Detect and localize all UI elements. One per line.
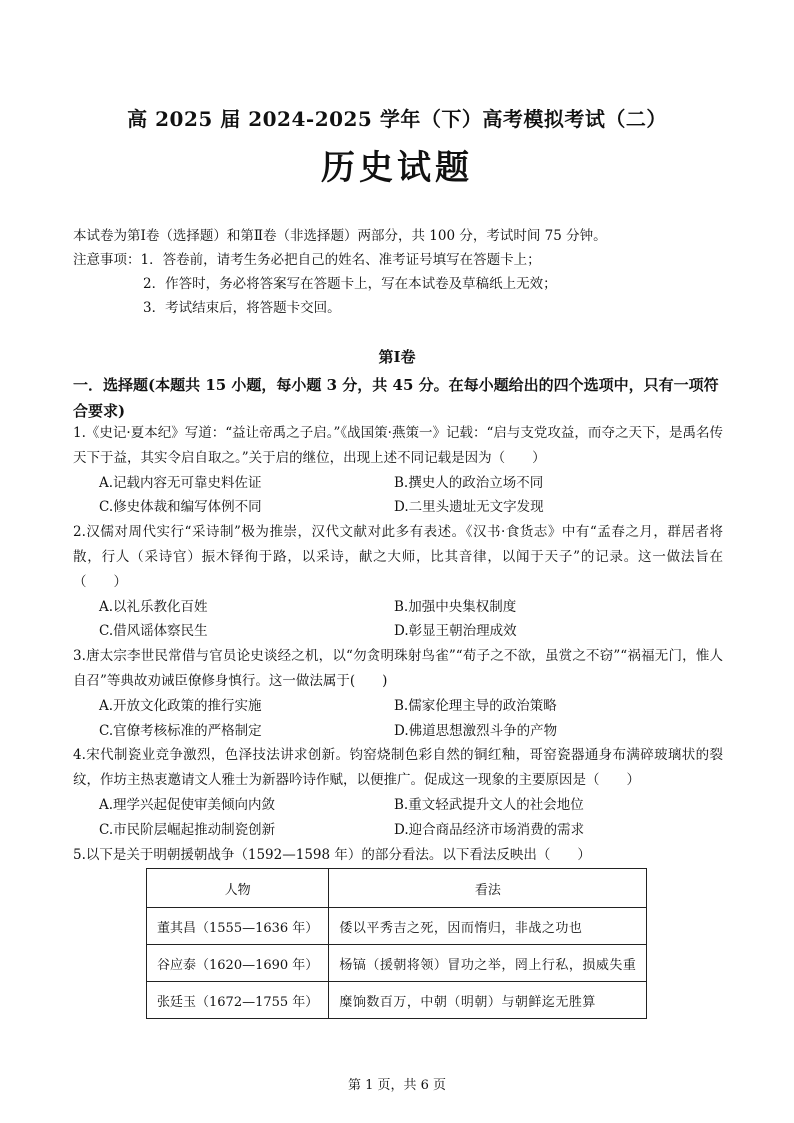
question <box>73 520 723 644</box>
volume-heading: 第Ⅰ卷 <box>378 348 416 366</box>
exam-description: 本试卷为第Ⅰ卷（选择题）和第Ⅱ卷（非选择题）两部分，共 100 分，考试时间 75 分钟。 <box>73 228 607 244</box>
option-c: C.借风谣体察民生 <box>99 623 208 640</box>
table-cell-view: 倭以平秀吉之死，因而惰归，非战之功也 <box>329 908 647 945</box>
option-b: B.儒家伦理主导的政治策略 <box>394 697 557 714</box>
table-cell-person: 谷应泰（1620—1690 年） <box>147 945 329 982</box>
table-row <box>147 945 647 982</box>
question-stem: 2.汉儒对周代实行“采诗制”极为推崇，汉代文献对此多有表述。《汉书·食货志》中有“孟春之月，群居者将散，行人（采诗官）振木铎徇于路，以采诗，献之大师，比其音律，以闻于天子”的记录。这一做法旨在（ ） <box>73 524 723 590</box>
exam-title: 高 2025 届 2024-2025 学年（下）高考模拟考试（二） <box>127 107 667 131</box>
historical-views-table <box>146 868 647 1019</box>
option-d: D.迎合商品经济市场消费的需求 <box>394 821 585 838</box>
table-row <box>147 908 647 945</box>
option-list <box>73 793 723 843</box>
option-c: C.官僚考核标准的严格制定 <box>99 722 262 739</box>
table-cell-view: 杨镐（援朝将领）冒功之举，罔上行私，损威失重 <box>329 945 647 982</box>
page-footer: 第 1 页，共 6 页 <box>347 1078 447 1093</box>
option-a: A.开放文化政策的推行实施 <box>99 697 262 714</box>
option-c: C.修史体裁和编写体例不同 <box>99 499 262 516</box>
option-b: B.重文轻武提升文人的社会地位 <box>394 796 584 813</box>
table-cell-person: 董其昌（1555—1636 年） <box>147 908 329 945</box>
part-heading: 一．选择题(本题共 15 小题，每小题 3 分，共 45 分。在每小题给出的四个选项中，只有一项符合要求) <box>73 376 719 420</box>
table-header-person: 人物 <box>147 869 329 908</box>
note-item-2: 2．作答时，务必将答案写在答题卡上，写在本试卷及草稿纸上无效； <box>143 276 557 292</box>
option-b: B.撰史人的政治立场不同 <box>394 474 544 491</box>
option-d: D.彰显王朝治理成效 <box>394 623 517 640</box>
question <box>73 421 723 520</box>
option-d: D.佛道思想激烈斗争的产物 <box>394 722 558 739</box>
question <box>73 743 723 842</box>
table-row <box>147 982 647 1019</box>
question-stem: 1.《史记·夏本纪》写道：“益让帝禹之子启。”《战国策·燕策一》记载：“启与支党攻益，而夺之天下，是禹名传天下于益，其实令启自取之。”关于启的继位，出现上述不同记载是因为（ ） <box>73 425 723 466</box>
table-cell-person: 张廷玉（1672—1755 年） <box>147 982 329 1019</box>
option-list <box>73 694 723 744</box>
table-header-row <box>147 869 647 908</box>
exam-instructions <box>73 224 733 320</box>
option-list <box>73 595 723 645</box>
option-list <box>73 471 723 521</box>
question <box>73 644 723 743</box>
question-stem: 5.以下是关于明朝援朝战争（1592—1598 年）的部分看法。以下看法反映出（ ） <box>73 846 591 863</box>
option-a: A.以礼乐教化百姓 <box>99 598 208 615</box>
table-header-view: 看法 <box>329 869 647 908</box>
option-a: A.理学兴起促使审美倾向内敛 <box>99 796 276 813</box>
question-stem: 4.宋代制瓷业竞争激烈，色泽技法讲求创新。钧窑烧制色彩自然的铜红釉，哥窑瓷器通身布满碎玻璃状的裂纹，作坊主热衷邀请文人雅士为新器吟诗作赋，以便推广。促成这一现象的主要原因是（ ） <box>73 747 723 789</box>
option-d: D.二里头遗址无文字发现 <box>394 499 544 516</box>
option-b: B.加强中央集权制度 <box>394 598 517 615</box>
subject-title: 历史试题 <box>321 148 473 188</box>
notes-label: 注意事项： <box>73 252 141 268</box>
option-c: C.市民阶层崛起推动制瓷创新 <box>99 821 276 838</box>
question <box>73 843 723 868</box>
note-item-3: 3．考试结束后，将答题卡交回。 <box>143 300 341 316</box>
question-list <box>73 421 723 867</box>
note-item-1: 注意事项：1．答卷前，请考生务必把自己的姓名、准考证号填写在答题卡上； <box>73 252 541 268</box>
question-stem: 3.唐太宗李世民常借与官员论史谈经之机，以“勿贪明珠射鸟雀”“荀子之不欲，虽赏之不窃”“祸福无门，惟人自召”等典故劝诫臣僚修身慎行。这一做法属于( ) <box>73 648 723 689</box>
option-a: A.记载内容无可靠史料佐证 <box>99 474 262 491</box>
table-cell-view: 糜饷数百万，中朝（明朝）与朝鲜迄无胜算 <box>329 982 647 1019</box>
